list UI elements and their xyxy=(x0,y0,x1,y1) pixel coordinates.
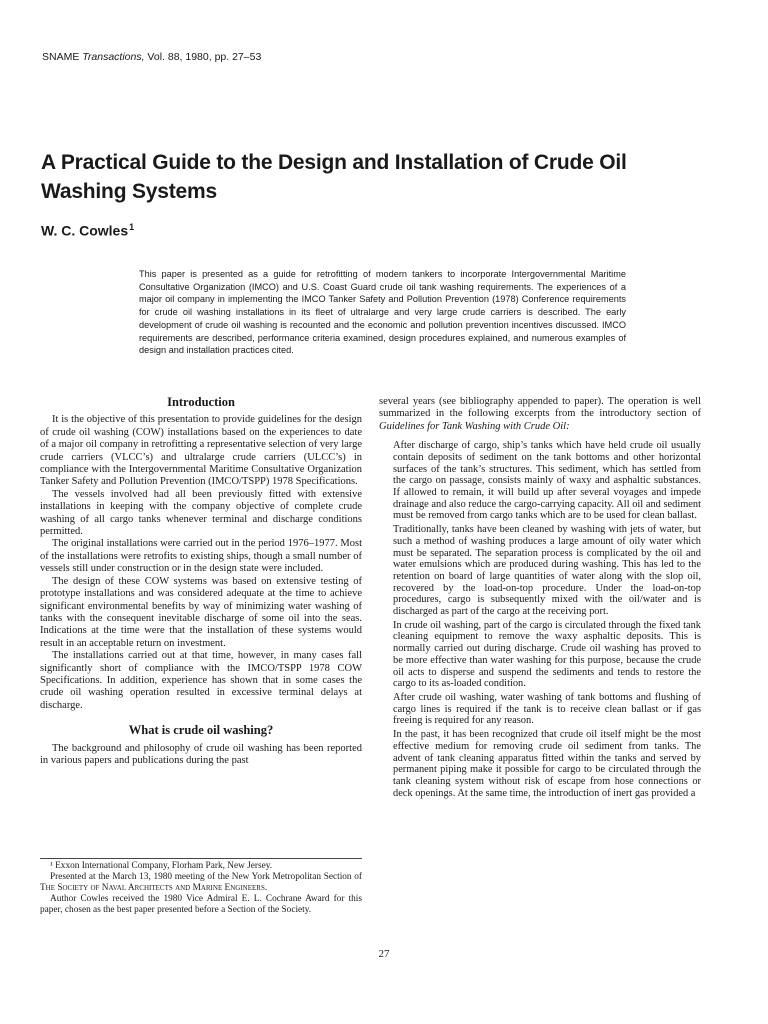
intro-text: several years (see bibliography appended to paper). The operation is well summarized in the following excerpts from the introductory section of xyxy=(379,396,701,420)
quote-paragraph: In crude oil washing, part of the cargo is circulated through the fixed tank cleaning equipment to remove the waxy asphaltic deposits. This is normally carried out during discharge. Crude oil washing has proved to be more effective than water washing for this purpose, because the crude oil acts to disperse and suspend the sediments and tends to restore the cargo to its as-loaded condition. xyxy=(393,619,701,690)
citation-journal: Transactions, xyxy=(82,51,145,63)
journal-citation xyxy=(42,51,261,63)
left-column xyxy=(40,396,362,767)
abstract: This paper is presented as a guide for retrofitting of modern tankers to incorporate Intergovernmental Maritime Consultative Organization (IMCO) and U.S. Coast Guard crude oil tank washing requirements. The experiences of a major oil company in implementing the IMCO Tanker Safety and Pollution Prevention (1978) Conference requirements for crude oil washing installations in its fleet of ultralarge and very large crude carriers is described. The early development of crude oil washing is recounted and the economic and pollution prevention incentives discussed. IMCO requirements are described, performance criteria examined, design procedures explained, and numerous examples of design and installation practices cited. xyxy=(139,269,626,356)
footnote-award: Author Cowles received the 1980 Vice Admiral E. L. Cochrane Award for this paper, chosen as the best paper presented before a Section of the Society. xyxy=(40,894,362,915)
quote-paragraph: Traditionally, tanks have been cleaned by washing with jets of water, but such a method of washing produces a large amount of oily water which must be separated. The separation process is complicated by the oil and water emulsions which are produced during washing. This has led to the retention on board of large quantities of water along with the slop oil, recovered by the load-on-top procedure. Under the load-on-top procedures, cargo is subsequently mixed with the oil/water and is discharged as part of the cargo at the receiving port. xyxy=(393,524,701,618)
quote-paragraph: After crude oil washing, water washing of tank bottoms and flushing of cargo lines is required if the tank is to receive clean ballast or if gas freeing is required for any reason. xyxy=(393,691,701,727)
quote-paragraph: In the past, it has been recognized that crude oil itself might be the most effective medium for removing crude oil sediment from tanks. The advent of tank cleaning apparatus fitted within the tanks and served by permanent piping make it possible for cargo to be circulated through the tank cleaning system without risk of escape from hose connections or deck openings. At the same time, the introduction of inert gas provided a xyxy=(393,729,701,799)
author-name: W. C. Cowles xyxy=(41,222,129,239)
introduction-body xyxy=(40,414,362,712)
author-line xyxy=(41,222,134,239)
footnotes xyxy=(40,858,362,916)
author-footnote-mark: 1 xyxy=(129,222,135,232)
quote-paragraph: After discharge of cargo, ship’s tanks which have held crude oil usually contain deposits of sediment on the tank bottoms and other horizontal surfaces of the tank’s structures. This sediment, which has settled from the cargo on passage, consists mainly of waxy and asphaltic substances. If allowed to remain, it will build up after several voyages and impede drainage and also reduce the cargo-carrying capacity. All oil and sediment must be removed from cargo tanks which are to be used for clean ballast. xyxy=(393,440,701,522)
right-column-intro xyxy=(379,396,701,433)
citation-details: Vol. 88, 1980, pp. 27–53 xyxy=(144,51,262,63)
paragraph: The installations carried out at that time, however, in many cases fall significantly short of compliance with the IMCO/TSPP 1978 COW Specifications. In addition, experience has shown that in some cases the crude oil washing operation resulted in excessive terminal delays at discharge. xyxy=(40,650,362,711)
blockquote xyxy=(379,440,701,799)
introduction-heading: Introduction xyxy=(167,395,235,409)
footnote-society-name: The Society of Naval Architects and Marine Engineers. xyxy=(40,883,268,893)
paragraph: The background and philosophy of crude oil washing has been reported in various papers and publications during the past xyxy=(40,742,362,766)
paragraph: It is the objective of this presentation to provide guidelines for the design of crude oil washing (COW) installations based on the experiences to date of a major oil company in retrofitting a representative selection of very large crude carriers (VLCC’s) and ultralarge crude carriers (ULCC’s) in compliance with the Intergovernmental Maritime Consultative Organization Tanker Safety and Pollution Prevention (IMCO/TSPP) 1978 Specifications. xyxy=(40,414,362,488)
paragraph: The vessels involved had all been previously fitted with extensive installations in keeping with the company objective of complete crude washing of all cargo tanks whenever terminal and discharge conditions permitted. xyxy=(40,488,362,538)
footnote-presented-text: Presented at the March 13, 1980 meeting of the New York Metropolitan Section of xyxy=(50,872,362,882)
footnote-affiliation: ¹ Exxon International Company, Florham Park, New Jersey. xyxy=(50,861,273,871)
what-is-cow-heading: What is crude oil washing? xyxy=(128,723,274,738)
footnote-presented xyxy=(40,872,362,894)
paragraph: The original installations were carried out in the period 1976–1977. Most of the installations were retrofits to existing ships, though a small number of vessels still under construction or in the design state were included. xyxy=(40,538,362,575)
citation-prefix: SNAME xyxy=(42,51,83,63)
paragraph: The design of these COW systems was based on extensive testing of prototype installations and was considered adequate at the time to achieve significant environmental benefits by way of minimizing water washing of tanks with the consequent inevitable discharge of some oil into the seas. Indications at the time were that the installation of these systems would result in an acceptable return on investment. xyxy=(40,575,362,649)
right-column xyxy=(379,396,701,799)
guidelines-title: Guidelines for Tank Washing with Crude Oil: xyxy=(379,420,570,432)
paper-title: A Practical Guide to the Design and Installation of Crude Oil Washing Systems xyxy=(41,151,627,203)
page-number: 27 xyxy=(378,948,390,960)
